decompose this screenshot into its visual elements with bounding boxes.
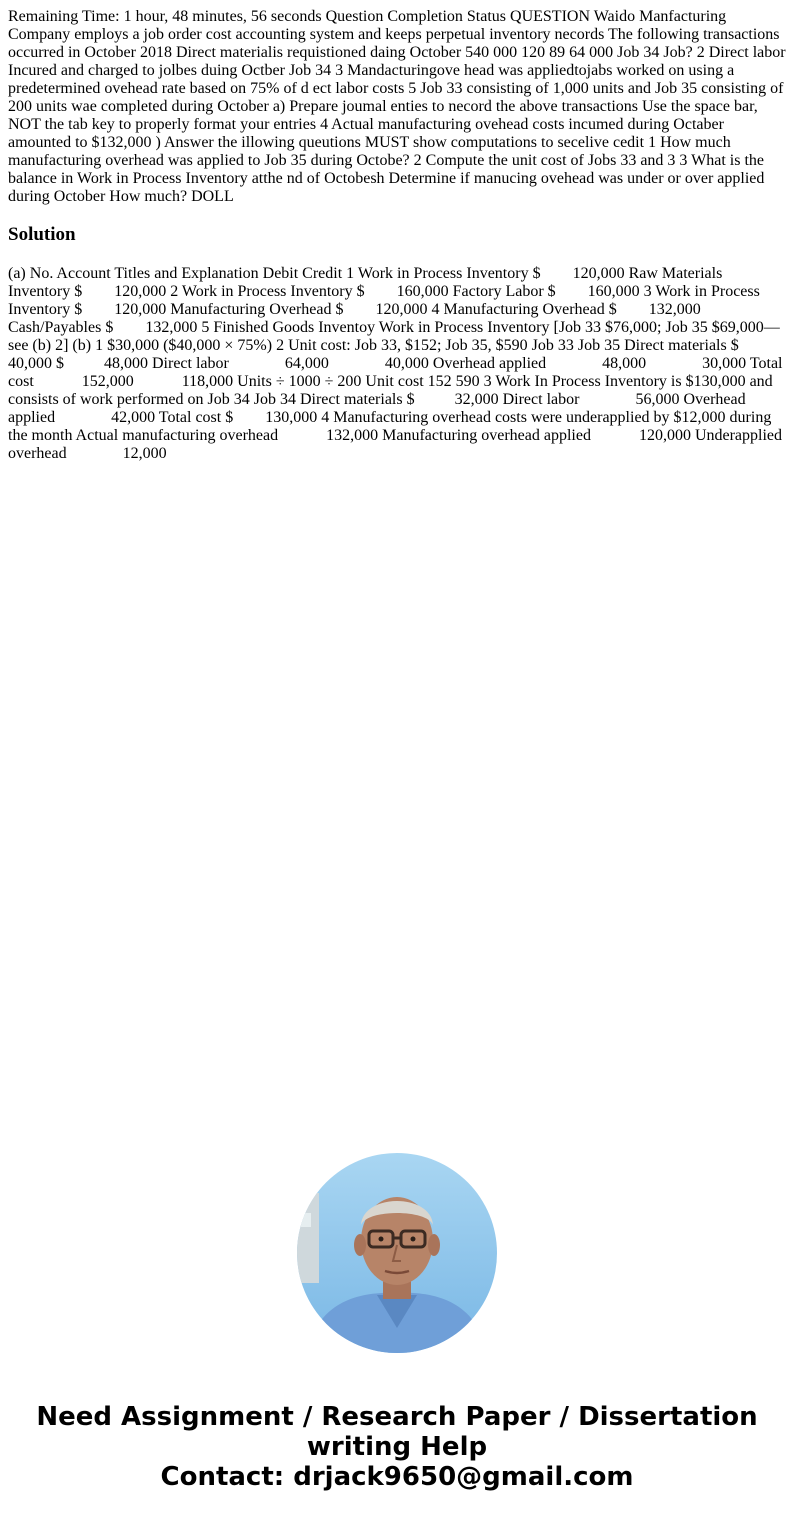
- promo-banner: [0, 1402, 794, 1492]
- page-content: [0, 0, 794, 463]
- solution-text: (a) No. Account Titles and Explanation Debit Credit 1 Work in Process Inventory $ 120,000 Raw Materials Inventory $ 120,000 2 Work in Process Inventory $ 160,000 Factory Labor $ 160,000 3 Work in Process Inventory $ 120,000 Manufacturing Overhead $ 120,000 4 Manufacturing Overhead $ 132,000 Cash/Payables $ 132,000 5 Finished Goods Inventoy Work in Process Inventory [Job 33 $76,000; Job 35 $69,000—see (b) 2] (b) 1 $30,000 ($40,000 × 75%) 2 Unit cost: Job 33, $152; Job 35, $590 Job 33 Job 35 Direct materials $ 40,000 $ 48,000 Direct labor 64,000 40,000 Overhead applied 48,000 30,000 Total cost 152,000 118,000 Units ÷ 1000 ÷ 200 Unit cost 152 590 3 Work In Process Inventory is $130,000 and consists of work performed on Job 34 Job 34 Direct materials $ 32,000 Direct labor 56,000 Overhead applied 42,000 Total cost $ 130,000 4 Manufacturing overhead costs were underapplied by $12,000 during the month Actual manufacturing overhead 132,000 Manufacturing overhead applied 120,000 Underapplied overhead 12,000: [8, 265, 787, 462]
- promo-contact: Contact: drjack9650@gmail.com: [160, 1462, 634, 1492]
- author-photo-icon: [297, 1153, 497, 1353]
- solution-heading: Solution: [8, 224, 76, 245]
- author-avatar: [297, 1153, 497, 1353]
- promo-line-2: writing Help: [306, 1432, 488, 1462]
- question-text: Remaining Time: 1 hour, 48 minutes, 56 seconds Question Completion Status QUESTION Waido Manfacturing Company employs a job order cost accounting system and keeps perpetual inventory necords The following transactions occurred in October 2018 Direct materialis requistioned daing October 540 000 120 89 64 000 Job 34 Job? 2 Direct labor Incured and charged to jolbes duing Octber Job 34 3 Mandacturingove head was appliedtojabs worked on using a predetermined ovehead rate based on 75% of d ect labor costs 5 Job 33 consisting of 1,000 units and Job 35 consisting of 200 units wae completed during October a) Prepare joumal enties to necord the above transactions Use the space bar, NOT the tab key to properly format your entries 4 Actual manufacturing ovehead costs incumed during Octaber amounted to $132,000 ) Answer the illowing queutions MUST show computations to secelive cedit 1 How much manufacturing overhead was applied to Job 35 during Octobe? 2 Compute the unit cost of Jobs 33 and 3 3 What is the balance in Work in Process Inventory atthe nd of Octobesh Determine if manucing ovehead was under or over applied during October How much? DOLL: [8, 8, 786, 205]
- promo-line-1: Need Assignment / Research Paper / Dissertation: [36, 1402, 758, 1432]
